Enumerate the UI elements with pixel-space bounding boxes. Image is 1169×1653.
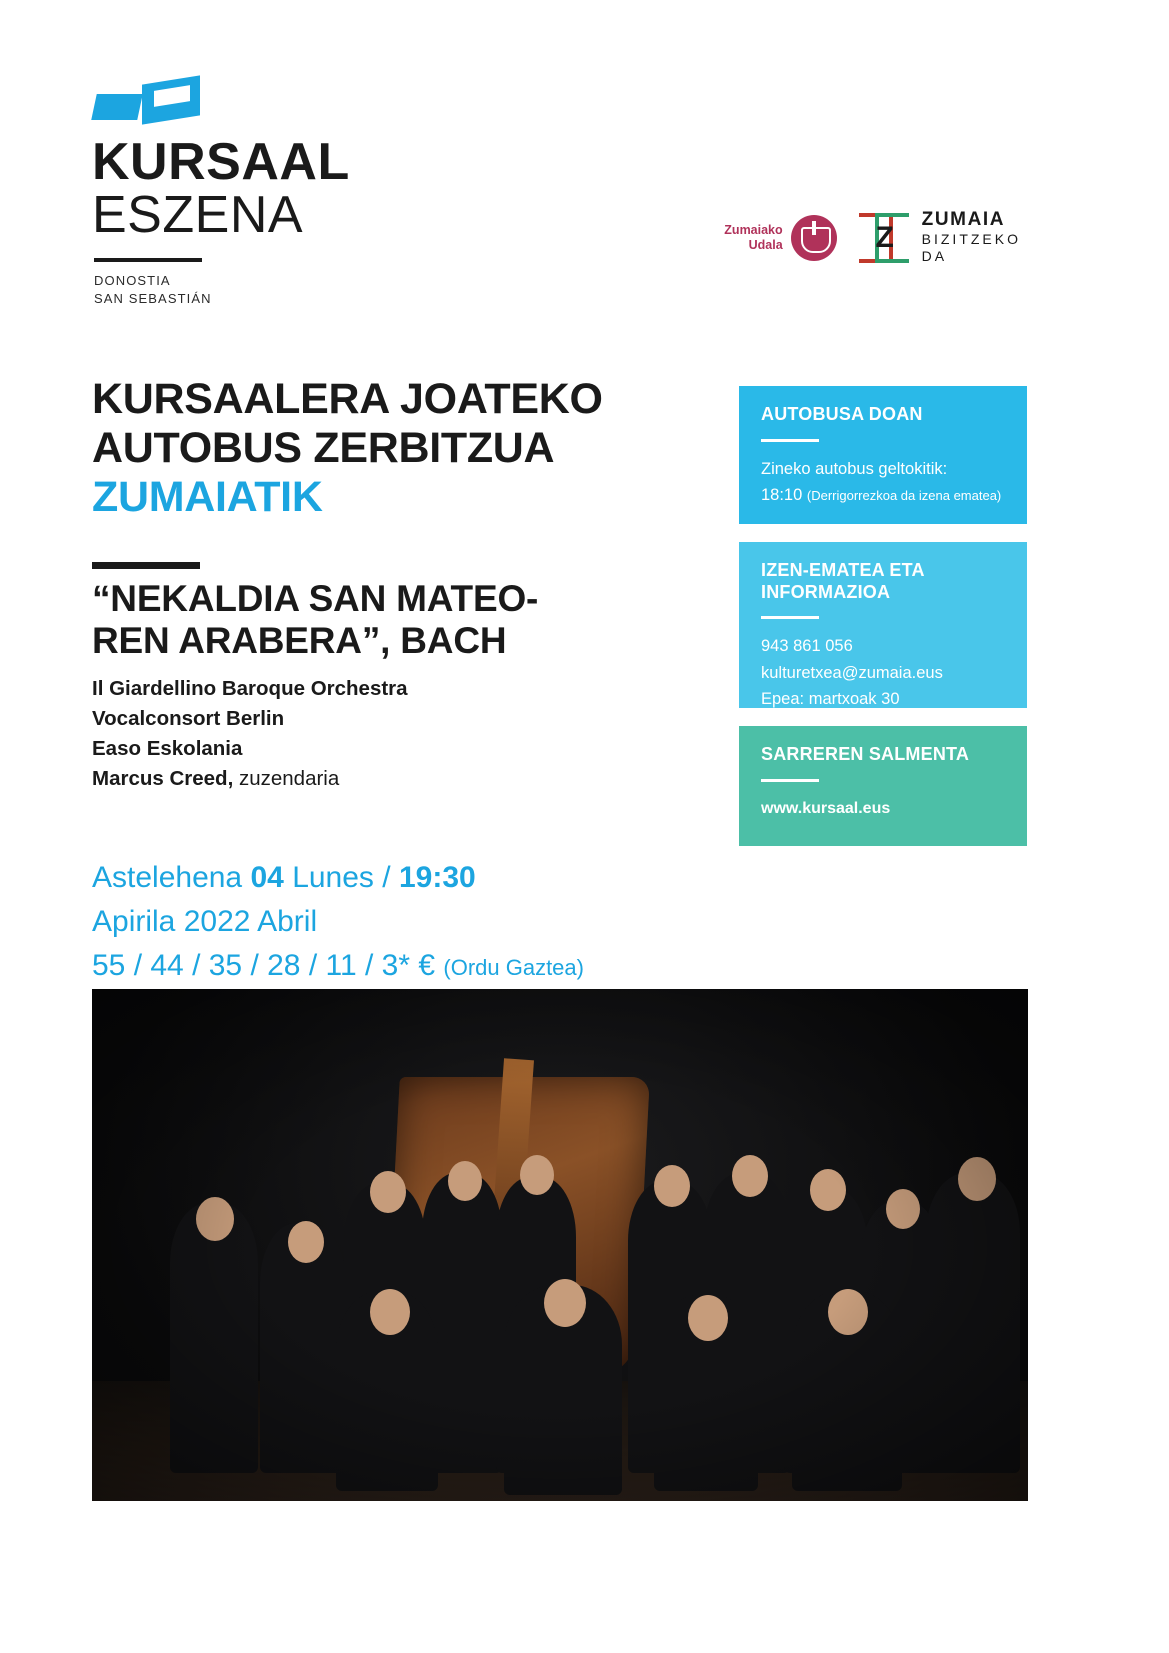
kursaal-logo-mark-icon <box>94 78 202 126</box>
panel-registration-info <box>739 542 1027 708</box>
zumaiako-udala-seal-icon <box>791 215 837 261</box>
panel-ticket-sales <box>739 726 1027 846</box>
event-details <box>92 856 732 988</box>
event-prices: 55 / 44 / 35 / 28 / 11 / 3* € <box>92 949 436 983</box>
event-prices-note: (Ordu Gaztea) <box>443 955 584 981</box>
page-title <box>92 375 702 522</box>
logo-subtitle-line2: SAN SEBASTIÁN <box>94 290 212 306</box>
zumaia-brand-line3: DA <box>921 248 948 265</box>
performer-choir: Vocalconsort Berlin <box>92 706 285 730</box>
event-day-eu: Astelehena <box>92 861 243 894</box>
zumaia-z-letter: Z <box>875 220 894 254</box>
event-day-es: Lunes <box>292 861 374 894</box>
panel-ticket-sales-divider <box>761 779 819 782</box>
zumaiako-udala-line1: Zumaiako <box>724 222 783 237</box>
event-date-line <box>92 856 732 900</box>
work-title <box>92 578 712 662</box>
panel-registration-title-line2: INFORMAZIOA <box>761 581 891 602</box>
panel-free-bus-stop: Zineko autobus geltokitik: <box>761 459 948 478</box>
zumaia-brand-line2: BIZITZEKO <box>921 230 1021 247</box>
event-month-year: Apirila 2022 Abril <box>92 905 318 939</box>
event-prices-line <box>92 944 732 988</box>
event-separator: / <box>382 861 391 894</box>
event-time: 19:30 <box>398 861 476 894</box>
headline-line2: AUTOBUS ZERBITZUA <box>92 424 555 473</box>
zumaiako-udala-logo <box>724 215 836 261</box>
panel-registration-divider <box>761 616 819 619</box>
performer-conductor-role: zuzendaria <box>233 766 340 790</box>
panel-registration-deadline: Epea: martxoak 30 <box>761 689 900 708</box>
performer-conductor-name: Marcus Creed, <box>92 766 234 790</box>
performer-orchestra: Il Giardellino Baroque Orchestra <box>92 676 408 700</box>
ensemble-photo <box>92 989 1028 1501</box>
zumaia-brand-line1: ZUMAIA <box>921 209 1006 230</box>
work-title-line1: “NEKALDIA SAN MATEO- <box>92 578 539 619</box>
zumaia-brand-text <box>922 210 1021 266</box>
panel-registration-email[interactable]: kulturetxea@zumaia.eus <box>761 663 943 682</box>
headline-divider <box>92 562 200 569</box>
logo-divider <box>94 258 202 262</box>
panel-registration-phone[interactable]: 943 861 056 <box>761 637 853 656</box>
panel-free-bus-divider <box>761 439 819 442</box>
performer-eskolania: Easo Eskolania <box>92 736 243 760</box>
panel-registration-title <box>761 560 1005 603</box>
photo-vignette <box>92 989 1028 1501</box>
logo-subtitle-line1: DONOSTIA <box>94 273 171 289</box>
panel-free-bus-time-row <box>761 482 1005 508</box>
zumaiako-udala-text <box>724 223 782 253</box>
panel-free-bus <box>739 386 1027 524</box>
work-block <box>92 578 712 794</box>
panel-ticket-sales-title: SARREREN SALMENTA <box>761 744 970 764</box>
headline-line3-accent: ZUMAIATIK <box>92 473 323 522</box>
panel-ticket-sales-url[interactable]: www.kursaal.eus <box>761 799 891 817</box>
zumaia-z-mark-icon <box>859 213 911 263</box>
zumaiako-udala-line2: Udala <box>748 237 783 252</box>
logo-subtitle <box>94 272 422 307</box>
panel-free-bus-title: AUTOBUSA DOAN <box>761 404 923 424</box>
kursaal-eszena-logo <box>92 78 422 307</box>
zumaia-bizitzeko-da-logo <box>859 210 1021 266</box>
panel-free-bus-note: (Derrigorrezkoa da izena ematea) <box>806 487 1002 503</box>
work-title-line2: REN ARABERA”, BACH <box>92 619 507 661</box>
panel-free-bus-time: 18:10 <box>761 485 803 504</box>
headline-line1: KURSAALERA JOATEKO <box>92 375 603 423</box>
event-day-number: 04 <box>250 861 284 894</box>
headline-block <box>92 375 702 569</box>
logo-text-eszena: ESZENA <box>92 186 304 245</box>
performer-conductor <box>92 764 712 794</box>
logo-text-kursaal: KURSAAL <box>92 133 350 191</box>
performers-list <box>92 674 712 795</box>
partner-logos <box>724 210 1021 266</box>
panel-registration-title-line1: IZEN-EMATEA ETA <box>761 560 925 580</box>
